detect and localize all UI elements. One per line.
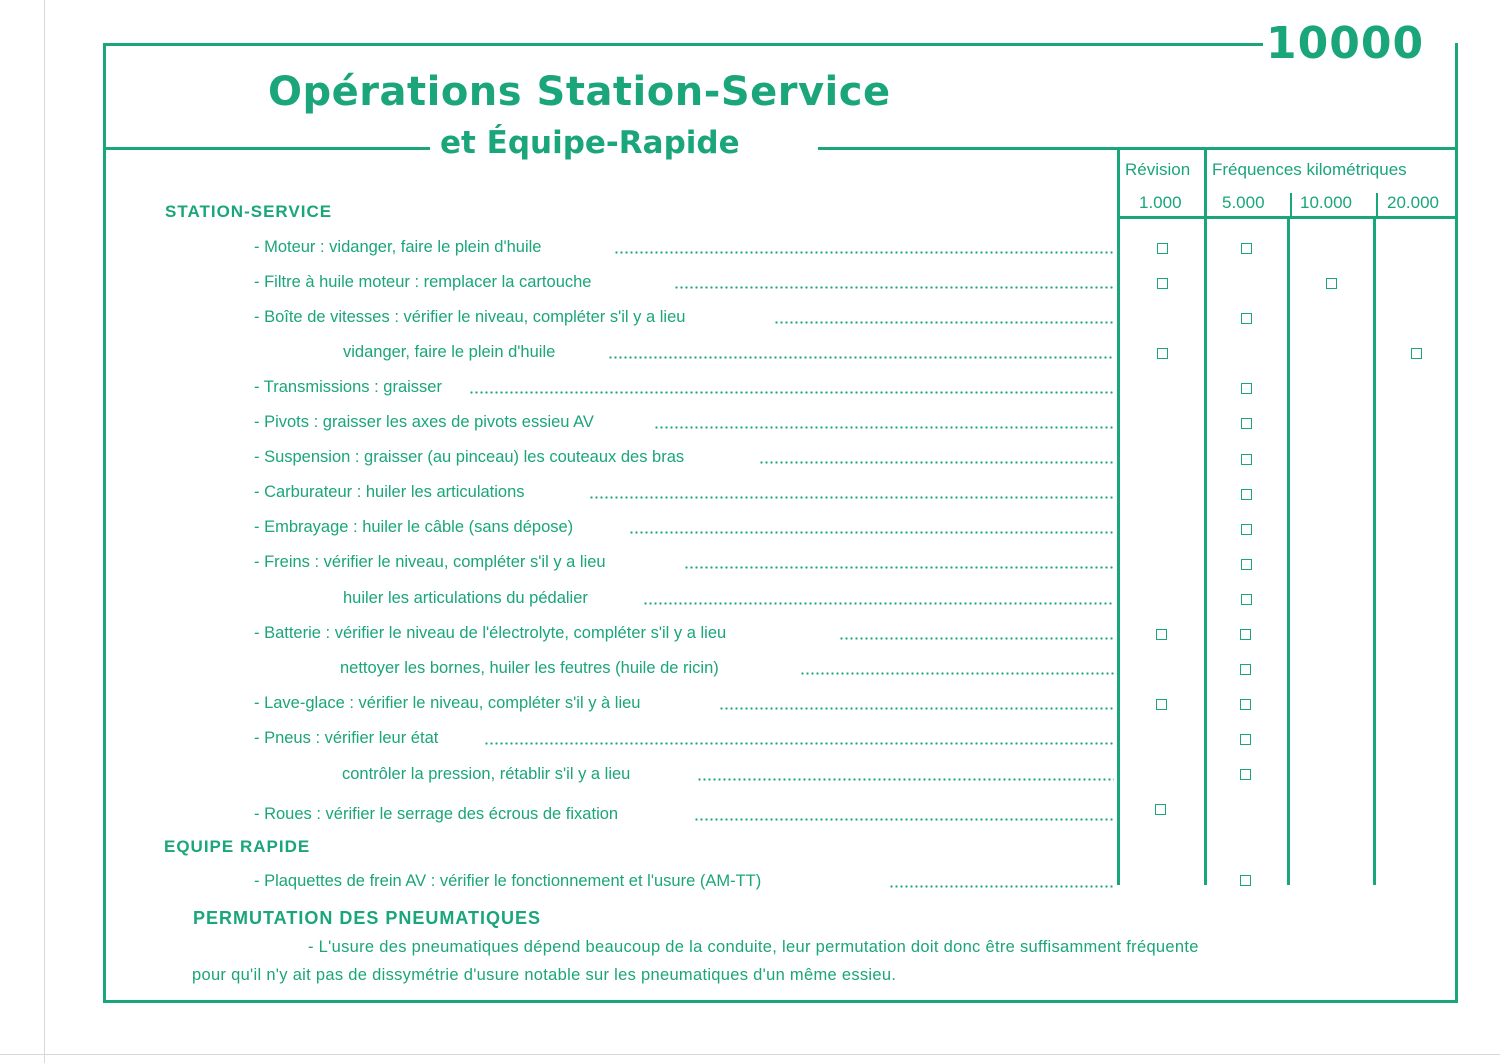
- checkbox-icon: [1156, 629, 1167, 640]
- permutation-heading: PERMUTATION DES PNEUMATIQUES: [193, 908, 542, 928]
- table-row: [254, 870, 1114, 892]
- leader-dots: [614, 251, 1114, 254]
- leader-dots: [839, 637, 1114, 640]
- leader-dots: [774, 321, 1114, 324]
- leader-dots: [719, 707, 1114, 710]
- top-rule: [103, 43, 1263, 46]
- row-label: vidanger, faire le plein d'huile: [343, 341, 561, 363]
- row-label: - Roues : vérifier le serrage des écrous de fixation: [254, 803, 624, 825]
- leader-dots: [759, 461, 1114, 464]
- checkbox-icon: [1241, 489, 1252, 500]
- leader-dots: [643, 602, 1114, 605]
- table-row: [340, 657, 1114, 679]
- checkbox-icon: [1155, 804, 1166, 815]
- subtitle-rule-right: [818, 147, 1458, 150]
- checkbox-icon: [1240, 875, 1251, 886]
- page-number: 10000: [1266, 18, 1425, 69]
- header-tick-10000: [1290, 193, 1292, 216]
- column-20000-left-border: [1373, 218, 1376, 885]
- checkbox-icon: [1241, 243, 1252, 254]
- row-label: - Pneus : vérifier leur état: [254, 727, 444, 749]
- table-row: [254, 376, 1114, 398]
- checkbox-icon: [1240, 734, 1251, 745]
- checkbox-icon: [1157, 348, 1168, 359]
- leader-dots: [684, 566, 1114, 569]
- permutation-text-line-1: - L'usure des pneumatiques dépend beaucoup de la conduite, leur permutation doit donc être suffisamment fréquente: [308, 938, 1199, 956]
- frequencies-header: Fréquences kilométriques: [1212, 160, 1407, 179]
- row-label: - Batterie : vérifier le niveau de l'électrolyte, compléter s'il y a lieu: [254, 622, 732, 644]
- page-title: Opérations Station-Service: [268, 69, 891, 115]
- row-label: contrôler la pression, rétablir s'il y a lieu: [342, 763, 636, 785]
- table-row: [254, 306, 1114, 328]
- checkbox-icon: [1240, 769, 1251, 780]
- permutation-text-line-2: pour qu'il n'y ait pas de dissymétrie d'usure notable sur les pneumatiques d'un même essieu.: [192, 966, 897, 984]
- leader-dots: [889, 885, 1114, 888]
- checkbox-icon: [1240, 629, 1251, 640]
- header-tick-20000: [1376, 193, 1378, 216]
- checkbox-icon: [1326, 278, 1337, 289]
- scan-edge-bottom: [0, 1054, 1500, 1055]
- table-row: [254, 236, 1114, 258]
- subtitle-rule-left: [105, 147, 430, 150]
- leader-dots: [800, 672, 1114, 675]
- row-label: - Pivots : graisser les axes de pivots essieu AV: [254, 411, 600, 433]
- checkbox-icon: [1156, 699, 1167, 710]
- leader-dots: [694, 818, 1114, 821]
- checkbox-icon: [1241, 454, 1252, 465]
- leader-dots: [608, 356, 1114, 359]
- revision-header: Révision: [1125, 160, 1191, 179]
- row-label: - Boîte de vitesses : vérifier le niveau, compléter s'il y a lieu: [254, 306, 691, 328]
- km-5000-header: 5.000: [1222, 193, 1265, 212]
- row-label: - Embrayage : huiler le câble (sans dépose): [254, 516, 579, 538]
- revision-column-left-border: [1117, 150, 1120, 885]
- table-row: [254, 803, 1114, 825]
- leader-dots: [589, 496, 1114, 499]
- revision-km-header: 1.000: [1139, 193, 1182, 212]
- page-subtitle: et Équipe-Rapide: [440, 125, 740, 161]
- column-10000-left-border: [1287, 218, 1290, 885]
- checkbox-icon: [1157, 278, 1168, 289]
- row-label: - Suspension : graisser (au pinceau) les couteaux des bras: [254, 446, 690, 468]
- checkbox-icon: [1241, 524, 1252, 535]
- checkbox-icon: [1241, 383, 1252, 394]
- leader-dots: [697, 778, 1114, 781]
- table-row: [254, 516, 1114, 538]
- leader-dots: [484, 742, 1114, 745]
- row-label: - Moteur : vidanger, faire le plein d'huile: [254, 236, 547, 258]
- table-row: [254, 446, 1114, 468]
- checkbox-icon: [1157, 243, 1168, 254]
- table-row: [254, 622, 1114, 644]
- km-20000-header: 20.000: [1387, 193, 1439, 212]
- checkbox-icon: [1241, 594, 1252, 605]
- leader-dots: [674, 286, 1114, 289]
- row-label: nettoyer les bornes, huiler les feutres (huile de ricin): [340, 657, 725, 679]
- table-row: [254, 481, 1114, 503]
- row-label: huiler les articulations du pédalier: [343, 587, 594, 609]
- row-label: - Transmissions : graisser: [254, 376, 448, 398]
- leader-dots: [469, 391, 1114, 394]
- checkbox-icon: [1241, 418, 1252, 429]
- table-row: [254, 727, 1114, 749]
- checkbox-icon: [1241, 313, 1252, 324]
- frequency-column-left-border: [1204, 150, 1207, 885]
- leader-dots: [654, 426, 1114, 429]
- checkbox-icon: [1240, 664, 1251, 675]
- checkbox-icon: [1240, 699, 1251, 710]
- row-label: - Lave-glace : vérifier le niveau, compléter s'il y à lieu: [254, 692, 647, 714]
- section-heading-equipe-rapide: EQUIPE RAPIDE: [164, 837, 311, 856]
- table-row: [254, 271, 1114, 293]
- row-label: - Filtre à huile moteur : remplacer la cartouche: [254, 271, 597, 293]
- checkbox-icon: [1411, 348, 1422, 359]
- table-row: [254, 551, 1114, 573]
- row-label: - Carburateur : huiler les articulations: [254, 481, 531, 503]
- row-label: - Plaquettes de frein AV : vérifier le fonctionnement et l'usure (AM-TT): [254, 870, 767, 892]
- table-row: [254, 411, 1114, 433]
- row-label: - Freins : vérifier le niveau, compléter s'il y a lieu: [254, 551, 612, 573]
- km-10000-header: 10.000: [1300, 193, 1352, 212]
- scan-edge-left: [44, 0, 45, 1063]
- section-heading-station-service: STATION-SERVICE: [165, 202, 333, 221]
- checkbox-icon: [1241, 559, 1252, 570]
- table-row: [254, 692, 1114, 714]
- table-row: [343, 341, 1114, 363]
- table-row: [343, 587, 1114, 609]
- leader-dots: [629, 531, 1114, 534]
- header-bottom-rule: [1117, 216, 1458, 219]
- table-row: [342, 763, 1114, 785]
